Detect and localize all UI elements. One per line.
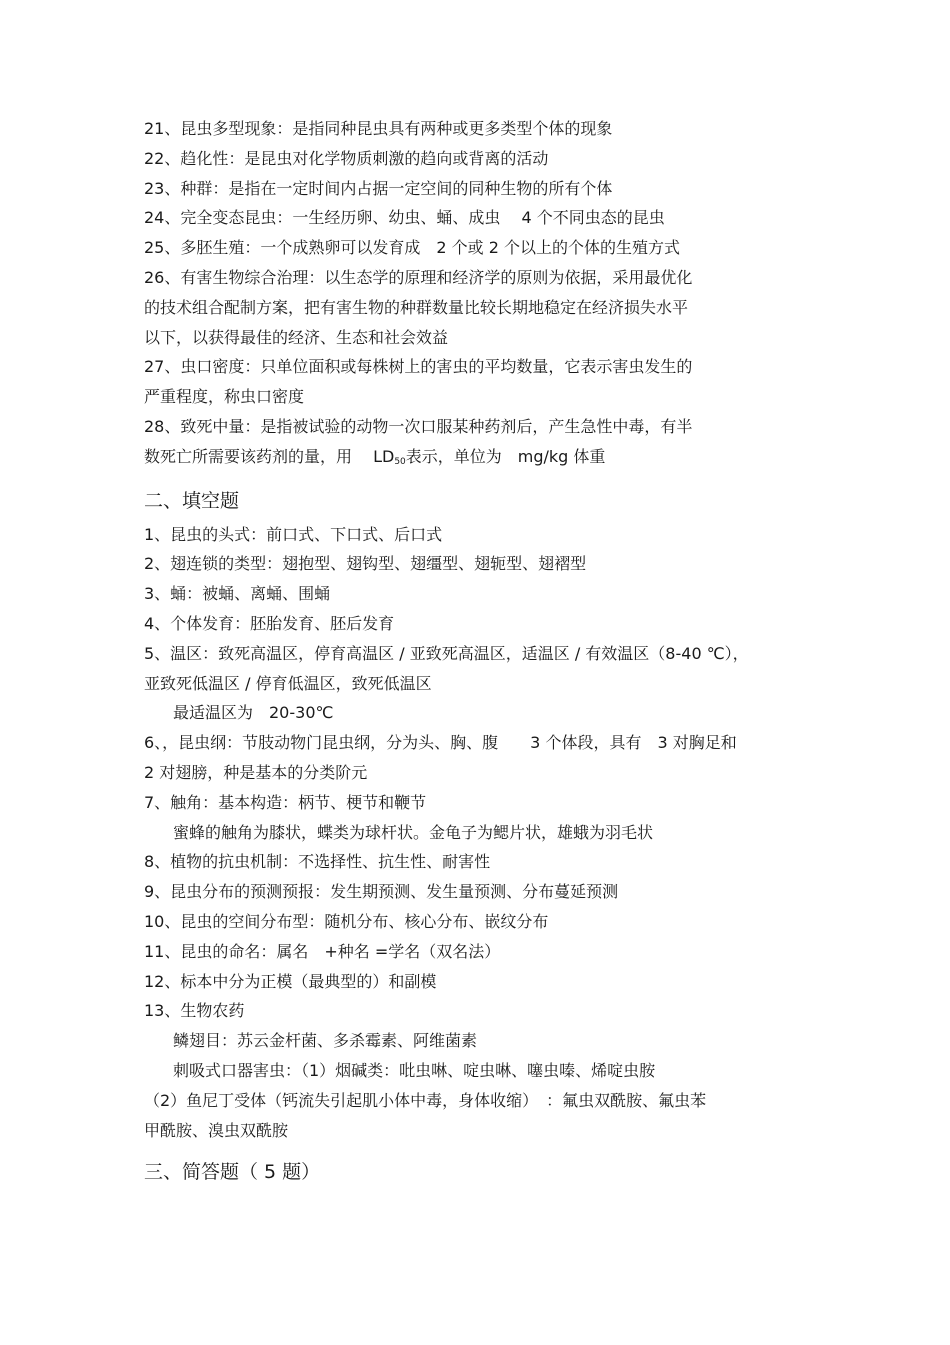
fill-in-line: 2、翅连锁的类型：翅抱型、翅钩型、翅缰型、翅轭型、翅褶型 (144, 554, 587, 574)
definition-line: 以下，以获得最佳的经济、生态和社会效益 (144, 327, 449, 347)
definition-line: 严重程度，称虫口密度 (144, 387, 305, 407)
section-heading-short-answer: 三、简答题（ 5 题） (144, 1161, 321, 1184)
section-heading-fill-in: 二、填空题 (144, 489, 240, 512)
fill-in-list (144, 520, 844, 1146)
fill-in-line: 7、触角：基本构造：柄节、梗节和鞭节 (144, 792, 427, 812)
ld50-text-before: 数死亡所需要该药剂的量，用 LD (144, 446, 395, 466)
definition-line: 21、昆虫多型现象：是指同种昆虫具有两种或更多类型个体的现象 (144, 119, 613, 138)
fill-in-line: 6、，昆虫纲：节肢动物门昆虫纲，分为头、胸、腹 3 个体段，具有 3 对胸足和 (144, 733, 737, 753)
definition-line: 的技术组合配制方案，把有害生物的种群数量比较长期地稳定在经济损失水平 (144, 297, 689, 317)
definition-line: 23、种群：是指在一定时间内占据一定空间的同种生物的所有个体 (144, 178, 613, 198)
fill-in-line: 3、蛹：被蛹、离蛹、围蛹 (144, 584, 331, 604)
definition-line: 28、致死中量：是指被试验的动物一次口服某种药剂后，产生急性中毒，有半 (144, 416, 693, 436)
fill-in-line: 甲酰胺、溴虫双酰胺 (144, 1120, 289, 1140)
fill-in-line: 9、昆虫分布的预测预报：发生期预测、发生量预测、分布蔓延预测 (144, 882, 619, 902)
fill-in-line: 10、昆虫的空间分布型：随机分布、核心分布、嵌纹分布 (144, 911, 549, 931)
fill-in-line: 4、个体发育：胚胎发育、胚后发育 (144, 613, 395, 633)
definition-line: 26、有害生物综合治理：以生态学的原理和经济学的原则为依据，采用最优化 (144, 267, 693, 287)
fill-in-line: 2 对翅膀，种是基本的分类阶元 (144, 762, 368, 782)
definitions-list (144, 114, 844, 472)
definition-line: 25、多胚生殖：一个成熟卵可以发育成 2 个或 2 个以上的个体的生殖方式 (144, 238, 680, 258)
fill-in-line: 亚致死低温区 / 停育低温区，致死低温区 (144, 673, 432, 693)
document-page (144, 114, 844, 1191)
ld50-text-after: 表示，单位为 mg/kg 体重 (405, 446, 606, 466)
fill-in-line: 5、温区：致死高温区，停育高温区 / 亚致死高温区，适温区 / 有效温区（8-40 ℃）， (144, 643, 749, 663)
fill-in-line: 1、昆虫的头式：前口式、下口式、后口式 (144, 524, 443, 544)
fill-in-line: 11、昆虫的命名：属名 +种名 =学名（双名法） (144, 941, 501, 961)
fill-in-line: 13、生物农药 (144, 1001, 245, 1021)
fill-in-line: 8、植物的抗虫机制：不选择性、抗生性、耐害性 (144, 852, 491, 872)
fill-in-line: 最适温区为 20-30℃ (173, 703, 334, 723)
definition-line: 27、虫口密度：只单位面积或每株树上的害虫的平均数量，它表示害虫发生的 (144, 357, 693, 377)
ld50-subscript: 50 (394, 456, 406, 467)
fill-in-line: 刺吸式口器害虫：（1）烟碱类：吡虫啉、啶虫啉、噻虫嗪、烯啶虫胺 (173, 1060, 656, 1080)
fill-in-line: 鳞翅目：苏云金杆菌、多杀霉素、阿维菌素 (173, 1031, 478, 1051)
definition-line-ld50 (144, 442, 844, 472)
fill-in-line: 蜜蜂的触角为膝状，蝶类为球杆状。金龟子为鳃片状，雄蛾为羽毛状 (173, 822, 654, 842)
definition-line: 24、完全变态昆虫：一生经历卵、幼虫、蛹、成虫 4 个不同虫态的昆虫 (144, 208, 665, 228)
fill-in-line: 12、标本中分为正模（最典型的）和副模 (144, 971, 437, 991)
definition-line: 22、趋化性：是昆虫对化学物质刺激的趋向或背离的活动 (144, 148, 549, 168)
fill-in-line: （2）鱼尼丁受体（钙流失引起肌小体中毒，身体收缩） ：氟虫双酰胺、氟虫苯 (144, 1090, 707, 1110)
